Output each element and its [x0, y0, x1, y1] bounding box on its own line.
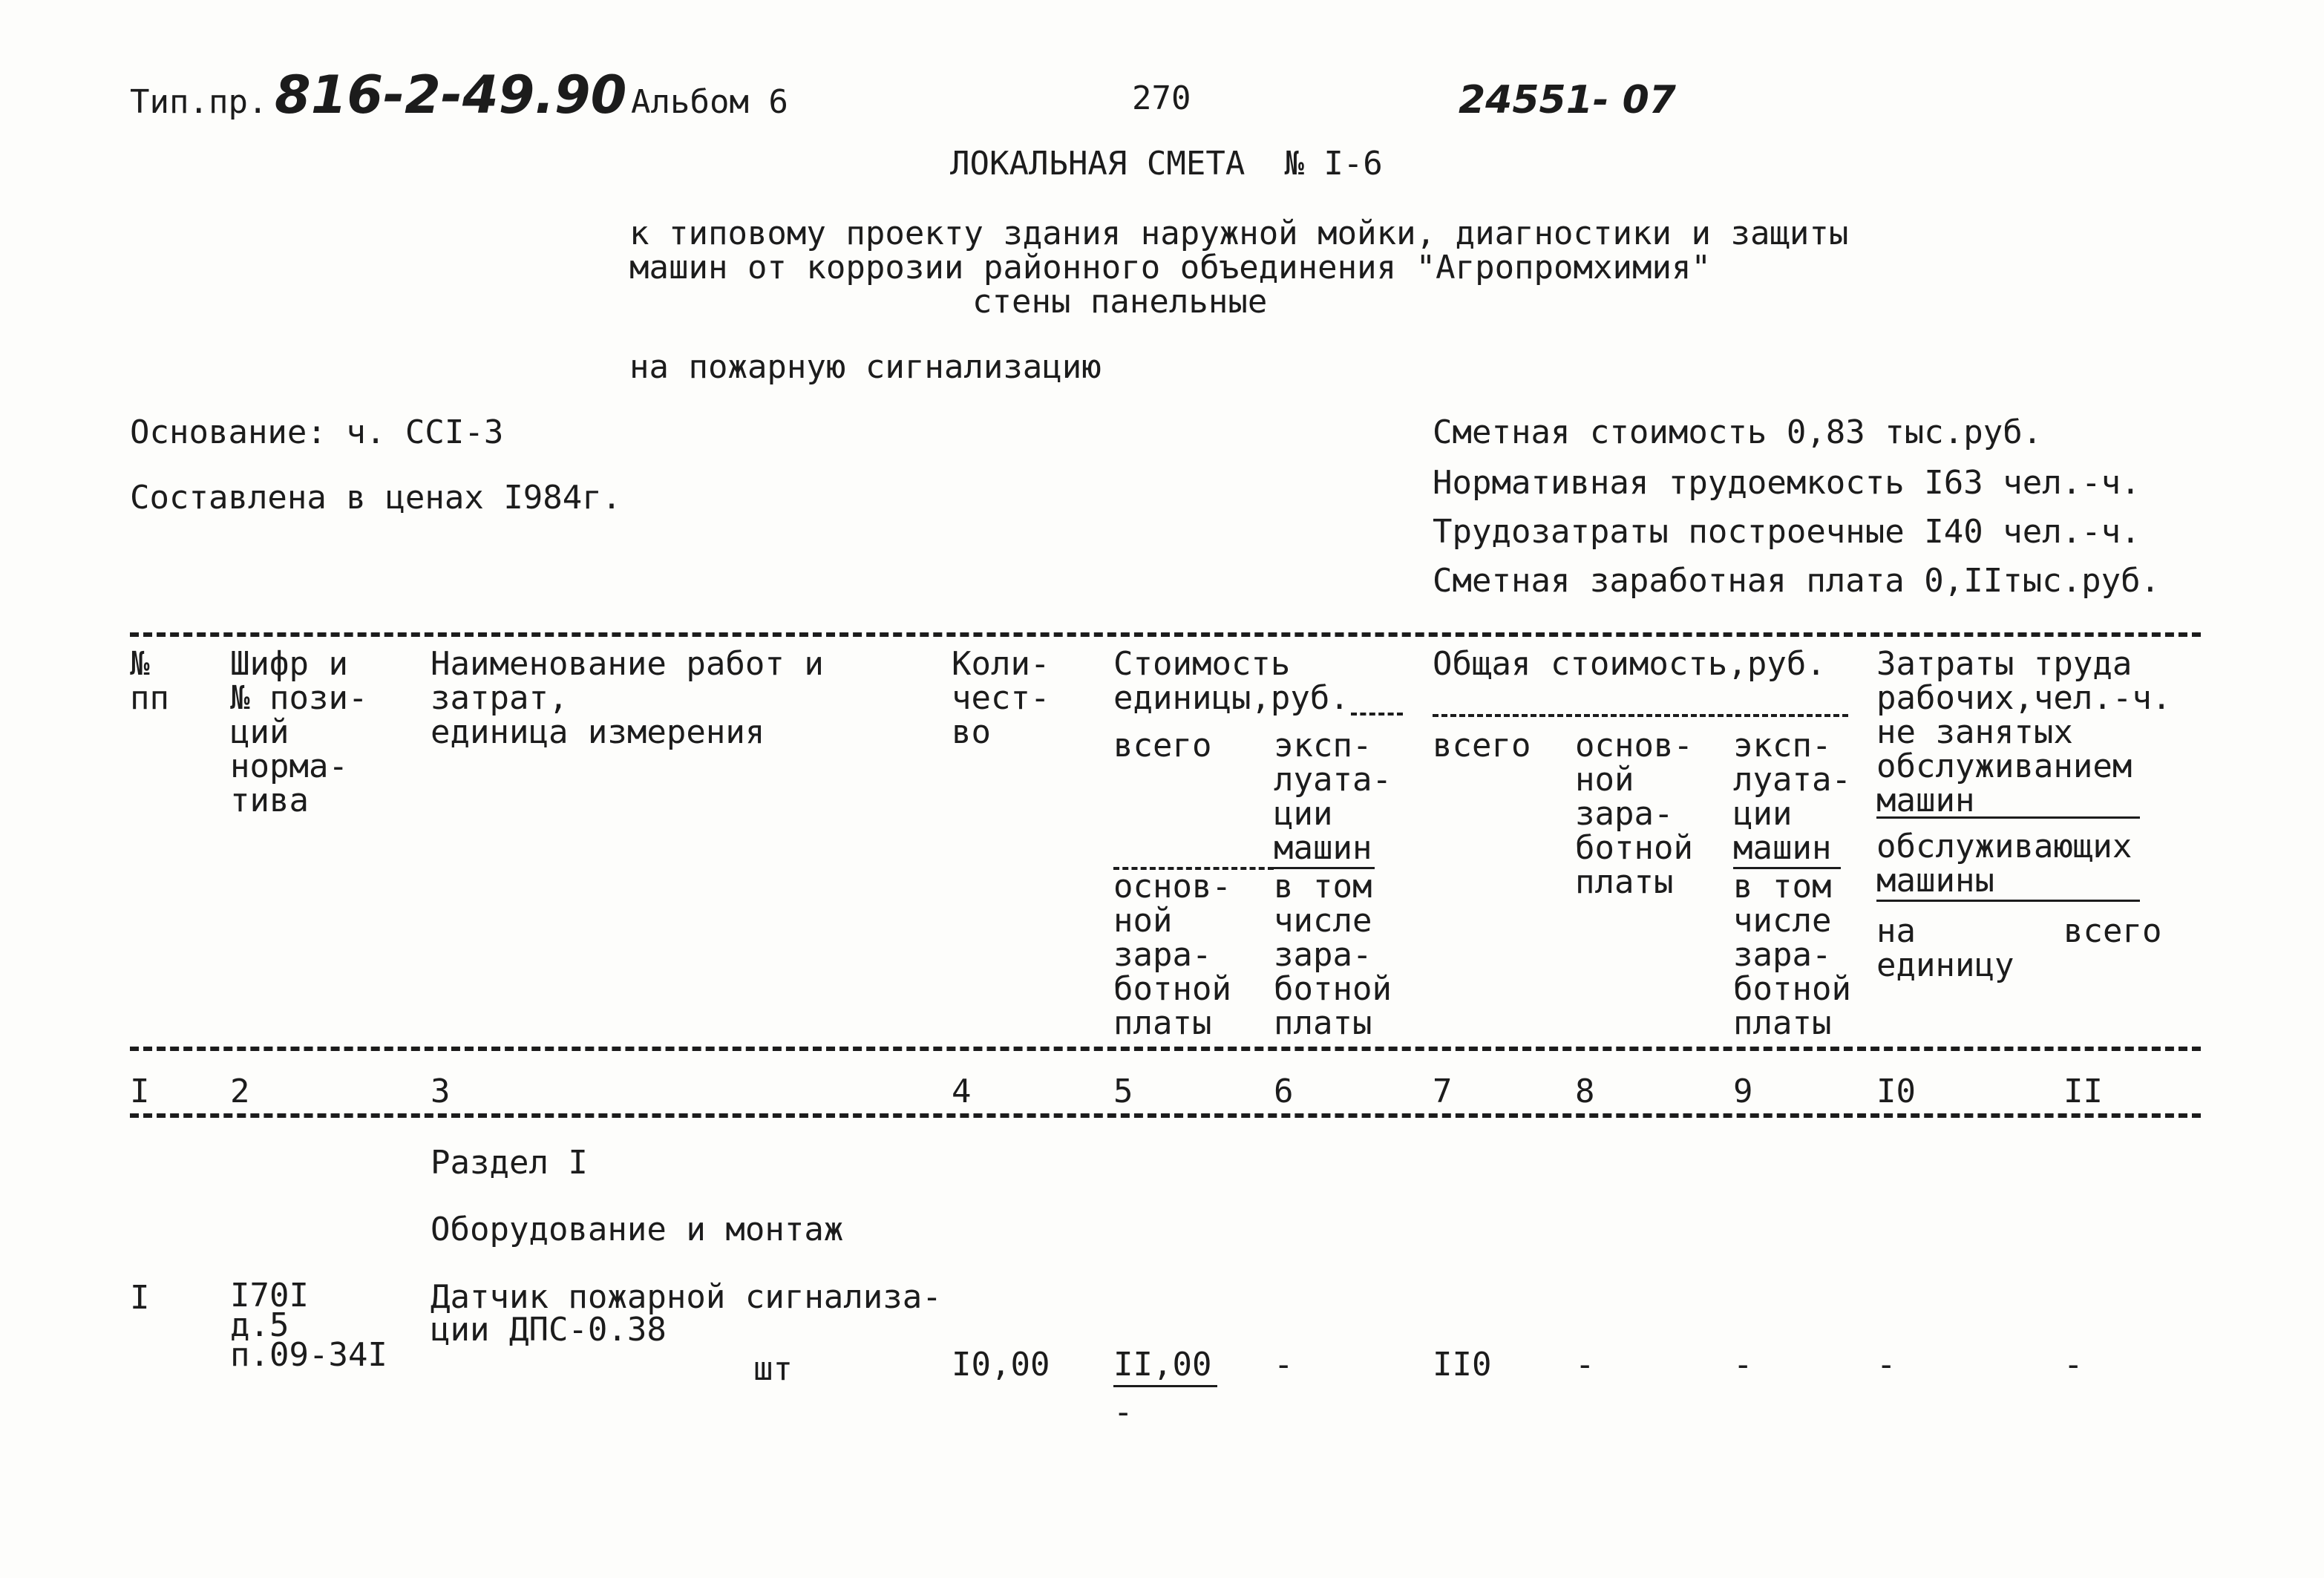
column-number-2: 2 — [230, 1073, 250, 1110]
header-labor-per-unit: на единицу — [1876, 912, 2014, 984]
estimate-purpose: на пожарную сигнализацию — [629, 348, 1102, 386]
column-number-3: 3 — [431, 1073, 451, 1110]
section-title: Раздел I — [431, 1144, 588, 1182]
header-col-qty: Коли- чест- во — [952, 645, 1050, 751]
header-c8: основ- ной зара- ботной платы — [1575, 727, 1693, 901]
subtitle-line-1: к типовому проекту здания наружной мойки, диагностики и защиты — [629, 215, 1849, 252]
header-col-number: № пп — [130, 645, 169, 717]
row-unit: шт — [753, 1350, 793, 1388]
column-number-4: 4 — [952, 1073, 972, 1110]
column-numbers-rule — [130, 1113, 2201, 1118]
header-col-name: Наименование работ и затрат, единица измерения — [431, 645, 824, 751]
table-top-rule — [130, 632, 2201, 637]
subtitle-line-2: машин от коррозии районного объединения "Агропромхимия" — [629, 249, 1711, 287]
column-number-9: 9 — [1733, 1073, 1753, 1110]
header-total-cost: Общая стоимость,руб. — [1433, 645, 1826, 683]
table-header-bottom-rule — [130, 1047, 2201, 1051]
row-total-machine: - — [1733, 1346, 1753, 1384]
summary-wage: Сметная заработная плата 0,IIтыс.руб. — [1433, 562, 2161, 600]
row-total-wage: - — [1575, 1346, 1595, 1384]
header-c9-bottom: в том числе зара- ботной платы — [1733, 868, 1851, 1042]
summary-cost: Сметная стоимость 0,83 тыс.руб. — [1433, 413, 2043, 451]
header-labor-mid: обслуживающих машины — [1876, 828, 2132, 900]
header-labor-total: всего — [2063, 912, 2162, 950]
row-labor-total: - — [2063, 1346, 2084, 1384]
row-unit-total: II,00 — [1113, 1346, 1212, 1384]
doc-code: 24551- 07 — [1459, 78, 1676, 122]
row-name: Датчик пожарной сигнализа- ции ДПС-0.38 — [431, 1278, 942, 1349]
column-number-5: 5 — [1113, 1073, 1133, 1110]
column-number-10: I0 — [1876, 1073, 1916, 1110]
header-c5-top: всего — [1113, 727, 1212, 765]
row-unit-total-underline — [1113, 1385, 1217, 1387]
header-labor-rule-1 — [1876, 816, 2140, 819]
summary-labor-norm: Нормативная трудоемкость I63 чел.-ч. — [1433, 464, 2141, 502]
row-number: I — [130, 1279, 150, 1317]
header-labor: Затраты труда рабочих,чел.-ч. не занятых обслуживанием машин — [1876, 645, 2172, 819]
basis-text: Основание: ч. ССI-3 — [130, 413, 504, 451]
project-number: 816-2-49.90 — [275, 65, 627, 125]
header-c9-top: эксп- луата- ции машин — [1733, 727, 1851, 867]
summary-labor-site: Трудозатраты построечные I40 чел.-ч. — [1433, 513, 2141, 551]
column-number-8: 8 — [1575, 1073, 1595, 1110]
header-unit-cost: Стоимость единицы,руб. — [1113, 645, 1349, 717]
column-number-6: 6 — [1274, 1073, 1294, 1110]
row-total: II0 — [1433, 1346, 1492, 1384]
document-title: ЛОКАЛЬНАЯ СМЕТА № I-6 — [950, 145, 1383, 183]
header-c5-bottom: основ- ной зара- ботной платы — [1113, 868, 1231, 1042]
prices-text: Составлена в ценах I984г. — [130, 479, 622, 517]
row-labor-unit: - — [1876, 1346, 1896, 1384]
page-number: 270 — [1132, 79, 1191, 117]
header-c6-bottom: в том числе зара- ботной платы — [1274, 868, 1392, 1042]
row-qty: I0,00 — [952, 1346, 1050, 1384]
row-code: I70I д.5 п.09-34I — [230, 1277, 387, 1374]
album-label: Альбом 6 — [631, 83, 788, 121]
column-number-1: I — [130, 1073, 150, 1110]
header-total-cost-rule — [1433, 714, 1848, 717]
column-number-11: II — [2063, 1073, 2103, 1110]
column-number-7: 7 — [1433, 1073, 1453, 1110]
header-c7: всего — [1433, 727, 1531, 765]
project-prefix: Тип.пр. — [130, 83, 268, 121]
row-unit-wage: - — [1113, 1393, 1133, 1431]
header-labor-rule-2 — [1876, 900, 2140, 902]
row-unit-machine: - — [1274, 1346, 1294, 1384]
subtitle-line-3: стены панельные — [972, 283, 1268, 321]
header-unit-cost-rule — [1351, 713, 1403, 716]
subsection-title: Оборудование и монтаж — [431, 1211, 844, 1248]
header-col-code: Шифр и № пози- ций норма- тива — [230, 645, 368, 819]
header-c6-top: эксп- луата- ции машин — [1274, 727, 1392, 867]
